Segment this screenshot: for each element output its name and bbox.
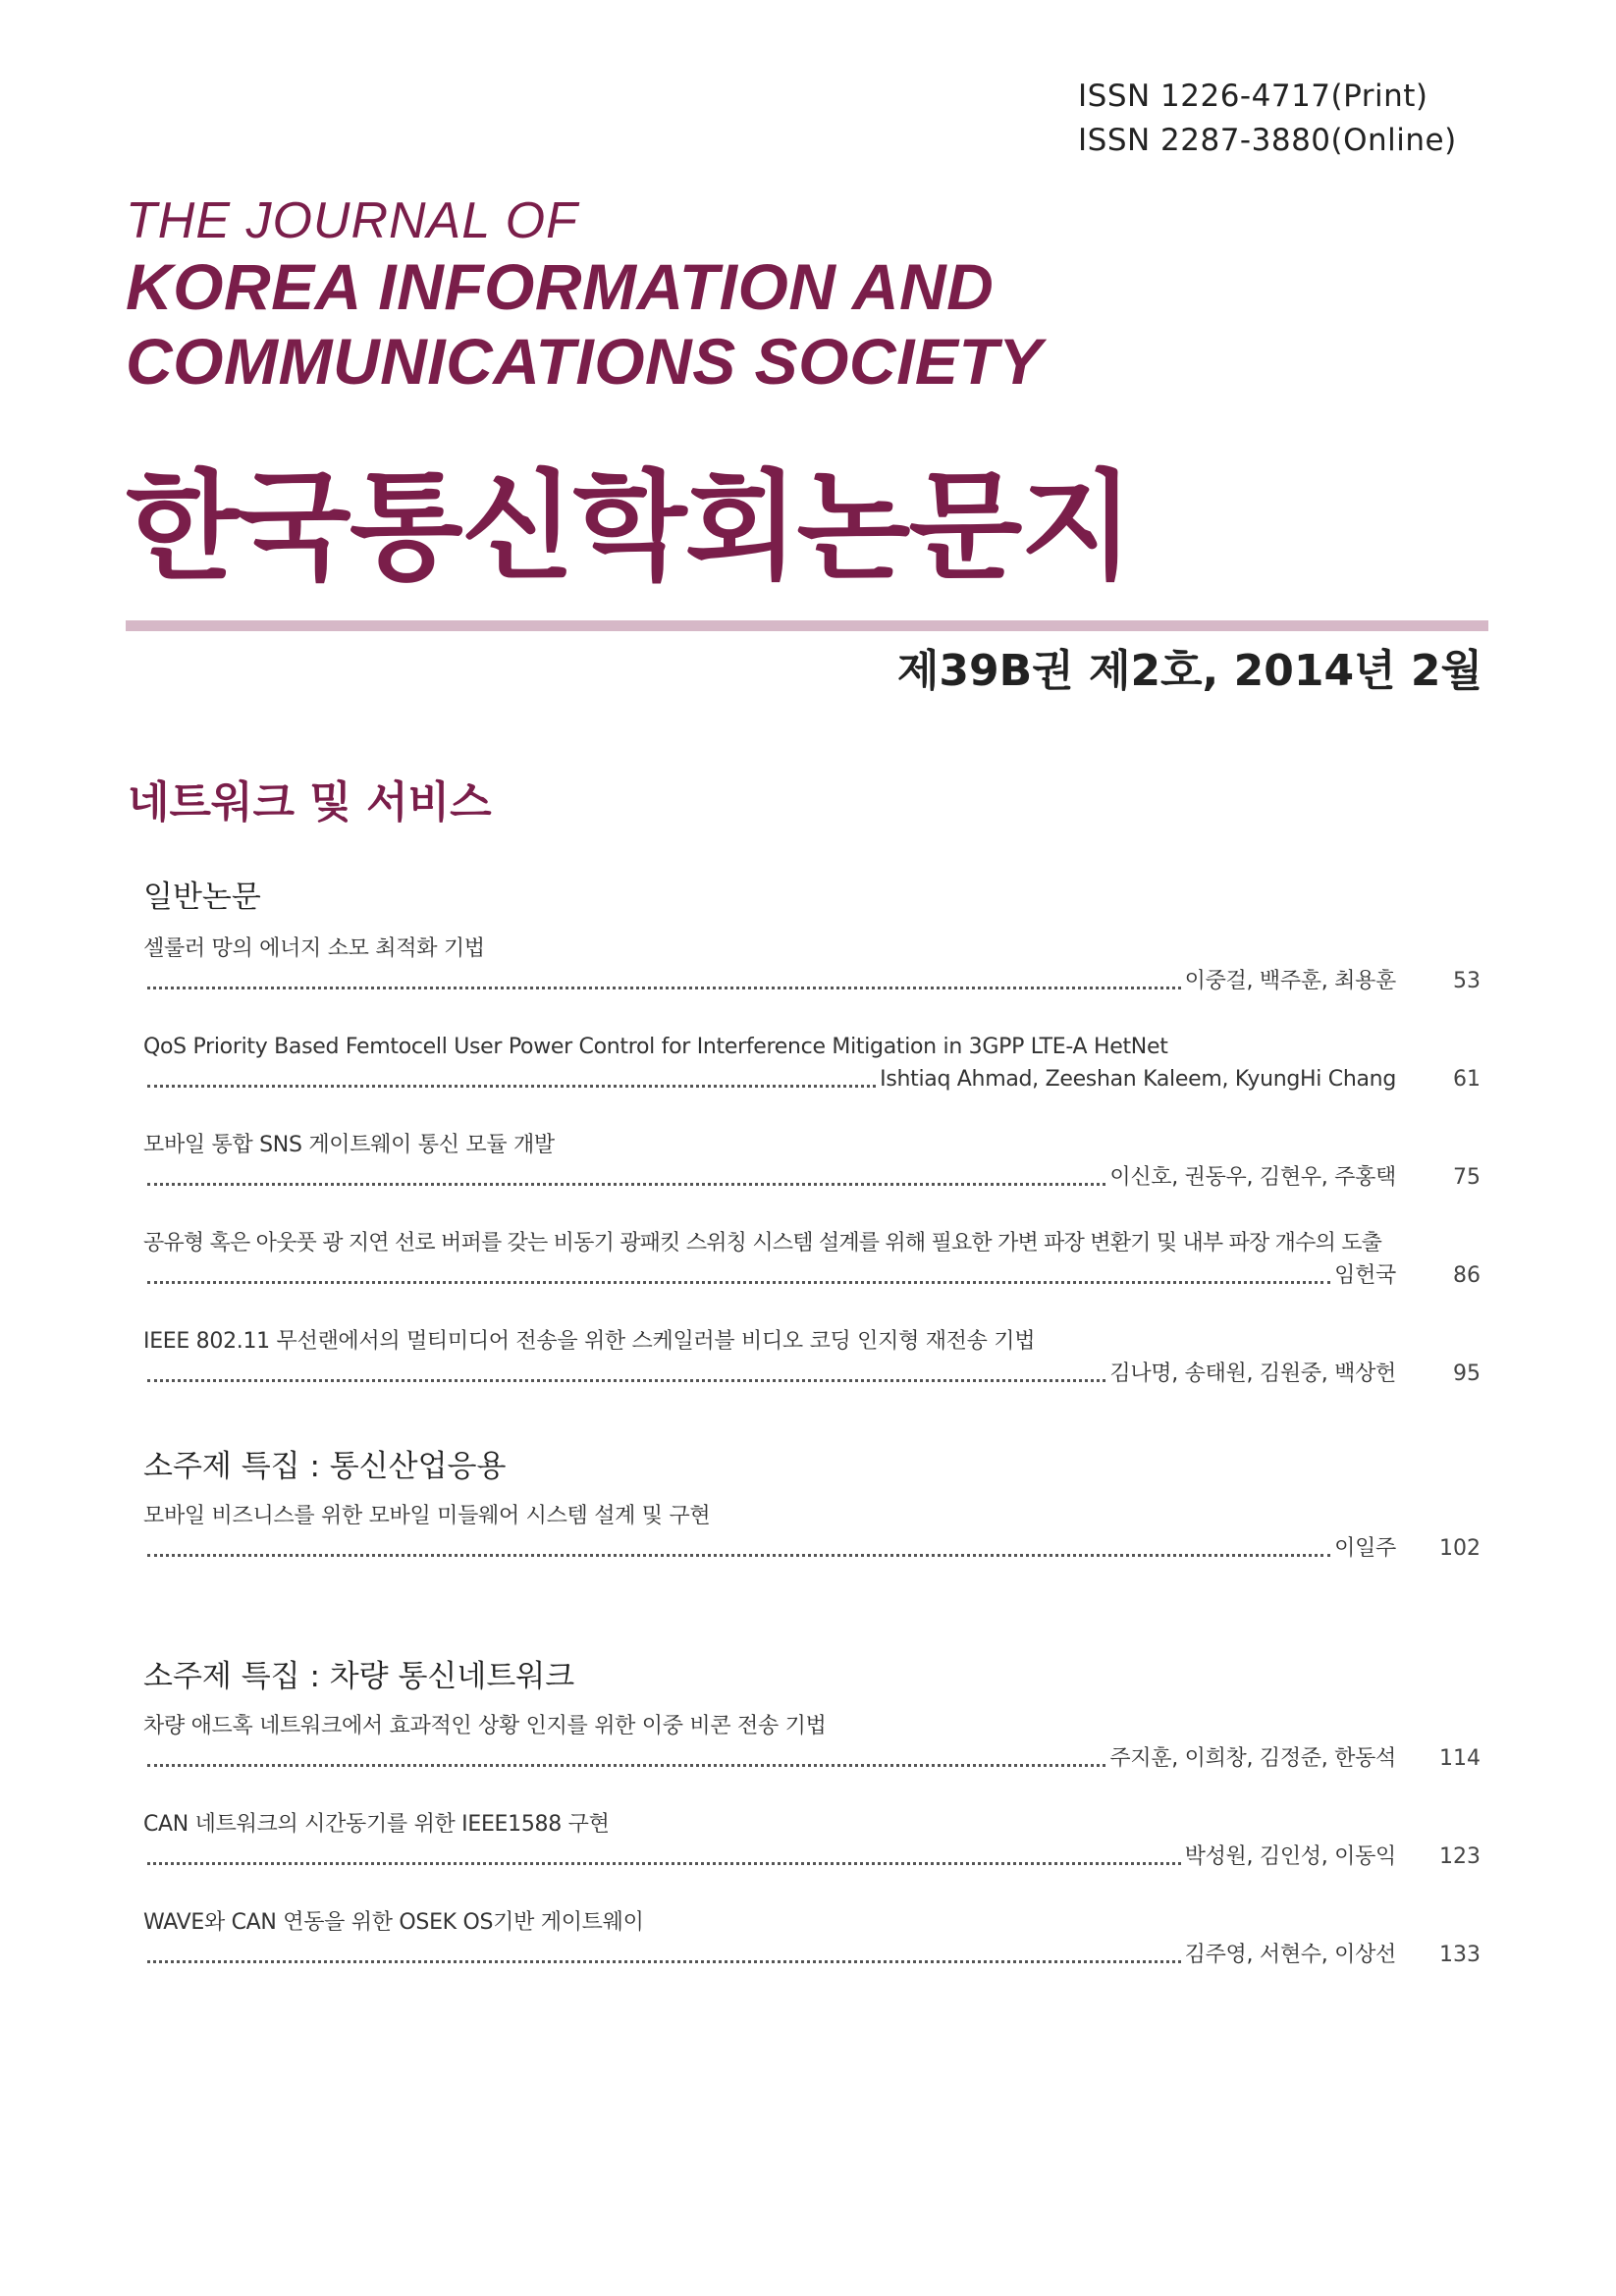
group-title-general: 일반논문 <box>143 880 261 915</box>
entry-title: 모바일 비즈니스를 위한 모바일 미들웨어 시스템 설계 및 구현 <box>143 1504 711 1528</box>
toc-entry[interactable] <box>143 1131 1481 1201</box>
entry-page: 133 <box>1439 1943 1481 1967</box>
entry-authors: 김주영, 서현수, 이상선 <box>1184 1943 1396 1967</box>
toc-entry[interactable] <box>143 1712 1481 1783</box>
entry-page: 61 <box>1453 1067 1481 1092</box>
journal-title-line1: THE JOURNAL OF <box>126 192 578 249</box>
entry-page: 75 <box>1453 1165 1481 1190</box>
entry-authors: 이일주 <box>1334 1536 1396 1561</box>
entry-authors: 임헌국 <box>1334 1263 1396 1288</box>
dot-leader <box>147 1960 1181 1963</box>
dot-leader <box>147 987 1181 989</box>
entry-authors: Ishtiaq Ahmad, Zeeshan Kaleem, KyungHi Chang <box>880 1067 1396 1092</box>
toc-entry[interactable] <box>143 1327 1481 1398</box>
entry-title: 셀룰러 망의 에너지 소모 최적화 기법 <box>143 936 485 961</box>
dot-leader <box>147 1379 1105 1382</box>
entry-page: 123 <box>1439 1844 1481 1869</box>
entry-leader-line <box>147 1360 1481 1389</box>
entry-title: QoS Priority Based Femtocell User Power Control for Interference Mitigation in 3GPP LTE-A HetNet <box>143 1035 1168 1059</box>
entry-leader-line <box>147 1941 1481 1970</box>
entry-title: IEEE 802.11 무선랜에서의 멀티미디어 전송을 위한 스케일러블 비디오 코딩 인지형 재전송 기법 <box>143 1329 1036 1354</box>
group-title-vehicle: 소주제 특집 : 차량 통신네트워크 <box>143 1659 575 1694</box>
entry-page: 95 <box>1453 1362 1481 1386</box>
entry-leader-line <box>147 1261 1481 1291</box>
entry-authors: 이신호, 권동우, 김현우, 주홍택 <box>1109 1165 1396 1190</box>
entry-leader-line <box>147 1744 1481 1774</box>
journal-title-line3: COMMUNICATIONS SOCIETY <box>126 325 1043 398</box>
dot-leader <box>147 1554 1330 1557</box>
toc-entry[interactable] <box>143 1908 1481 1979</box>
toc-entry[interactable] <box>143 1810 1481 1881</box>
toc-entry[interactable] <box>143 1229 1481 1300</box>
issn-block <box>1078 75 1530 163</box>
issn-online: ISSN 2287-3880(Online) <box>1078 123 1457 158</box>
entry-authors: 주지훈, 이희창, 김정준, 한동석 <box>1109 1746 1396 1771</box>
dot-leader <box>147 1085 876 1088</box>
entry-leader-line <box>147 1065 1481 1095</box>
dot-leader <box>147 1764 1105 1767</box>
entry-page: 114 <box>1439 1746 1481 1771</box>
entry-title: 모바일 통합 SNS 게이트웨이 통신 모듈 개발 <box>143 1133 555 1157</box>
issue-info: 제39B권 제2호, 2014년 2월 <box>896 646 1482 696</box>
journal-title <box>126 192 1500 399</box>
entry-title: 차량 애드혹 네트워크에서 효과적인 상황 인지를 위한 이중 비콘 전송 기법 <box>143 1714 827 1738</box>
entry-title: 공유형 혹은 아웃풋 광 지연 선로 버퍼를 갖는 비동기 광패킷 스위칭 시스템 설계를 위해 필요한 가변 파장 변환기 및 내부 파장 개수의 도출 <box>143 1231 1382 1255</box>
entry-authors: 김나명, 송태원, 김원중, 백상헌 <box>1109 1362 1396 1386</box>
toc-entry[interactable] <box>143 1033 1481 1103</box>
entry-authors: 박성원, 김인성, 이동익 <box>1184 1844 1396 1869</box>
entry-leader-line <box>147 967 1481 996</box>
journal-title-line2: KOREA INFORMATION AND <box>126 250 995 323</box>
dot-leader <box>147 1183 1105 1186</box>
entry-page: 86 <box>1453 1263 1481 1288</box>
entry-page: 53 <box>1453 969 1481 993</box>
issn-print: ISSN 1226-4717(Print) <box>1078 79 1428 114</box>
entry-page: 102 <box>1439 1536 1481 1561</box>
dot-leader <box>147 1281 1330 1284</box>
section-title: 네트워크 및 서비스 <box>128 777 492 828</box>
dot-leader <box>147 1862 1181 1865</box>
toc-entry[interactable] <box>143 1502 1481 1573</box>
title-divider <box>126 620 1488 631</box>
entry-leader-line <box>147 1163 1481 1193</box>
group-title-industry: 소주제 특집 : 통신산업응용 <box>143 1449 507 1484</box>
toc-entry[interactable] <box>143 934 1481 1005</box>
korean-journal-title: 한국통신학회논문지 <box>126 459 1133 596</box>
entry-title: CAN 네트워크의 시간동기를 위한 IEEE1588 구현 <box>143 1812 610 1837</box>
entry-title: WAVE와 CAN 연동을 위한 OSEK OS기반 게이트웨이 <box>143 1910 644 1935</box>
entry-leader-line <box>147 1534 1481 1564</box>
entry-authors: 이중걸, 백주훈, 최용훈 <box>1184 969 1396 993</box>
entry-leader-line <box>147 1842 1481 1872</box>
